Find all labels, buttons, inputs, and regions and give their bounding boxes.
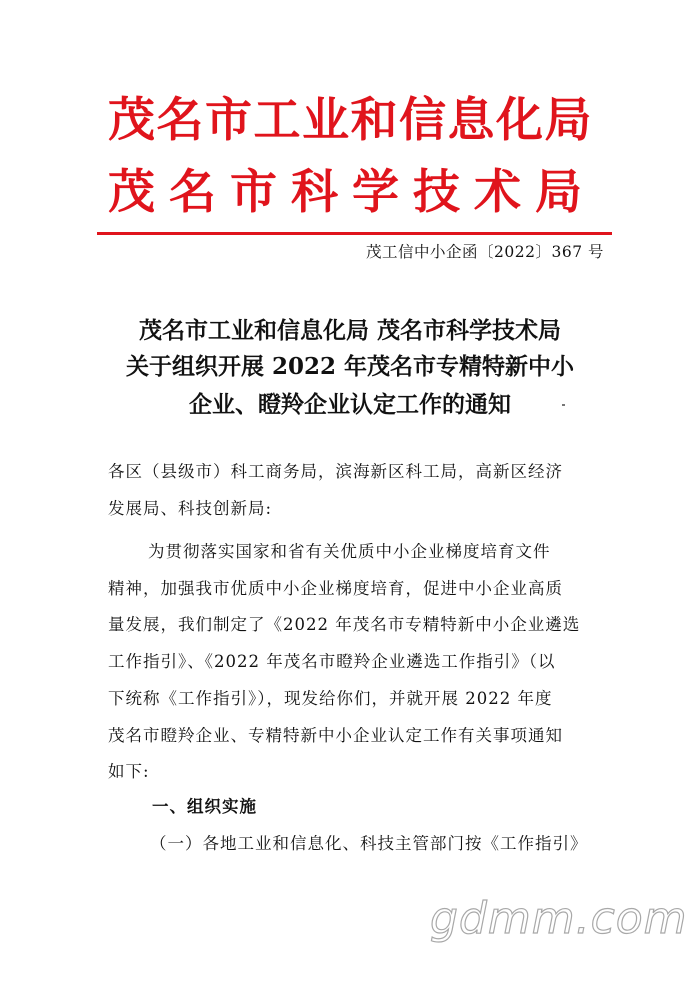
letterhead-issuer-2: 茂名市科学技术局 bbox=[108, 165, 596, 220]
document-title-line-1: 茂名市工业和信息化局 茂名市科学技术局 bbox=[138, 317, 561, 344]
letterhead-issuer-1: 茂名市工业和信息化局 bbox=[108, 93, 593, 148]
body-paragraph-line: 茂名市瞪羚企业、专精特新中小企业认定工作有关事项通知 bbox=[108, 726, 563, 745]
body-paragraph-line: 为贯彻落实国家和省有关优质中小企业梯度培育文件 bbox=[148, 542, 551, 561]
body-paragraph-line: 量发展，我们制定了《2022 年茂名市专精特新中小企业遴选 bbox=[108, 615, 581, 634]
document-title-line-3: 企业、瞪羚企业认定工作的通知 bbox=[189, 391, 511, 418]
document-title-line-2: 关于组织开展 2022 年茂名市专精特新中小 bbox=[125, 353, 575, 380]
site-watermark: gdmm.com bbox=[430, 893, 688, 944]
red-divider-line bbox=[97, 232, 612, 235]
recipients-line-2: 发展局、科技创新局: bbox=[108, 499, 273, 518]
body-paragraph-line: 下统称《工作指引》），现发给你们，并就开展 2022 年度 bbox=[108, 689, 553, 708]
body-paragraph-line: 精神，加强我市优质中小企业梯度培育，促进中小企业高质 bbox=[108, 579, 563, 598]
document-number: 茂工信中小企函〔2022〕367 号 bbox=[366, 243, 604, 261]
body-paragraph-line: 工作指引》、《2022 年茂名市瞪羚企业遴选工作指引》（以 bbox=[108, 652, 556, 671]
body-paragraph-line: （一）各地工业和信息化、科技主管部门按《工作指引》 bbox=[150, 834, 588, 853]
scan-speck bbox=[562, 404, 565, 406]
section-heading: 一、组织实施 bbox=[152, 797, 257, 816]
recipients-line-1: 各区（县级市）科工商务局，滨海新区科工局，高新区经济 bbox=[108, 462, 563, 481]
body-paragraph-line: 如下: bbox=[108, 762, 150, 781]
